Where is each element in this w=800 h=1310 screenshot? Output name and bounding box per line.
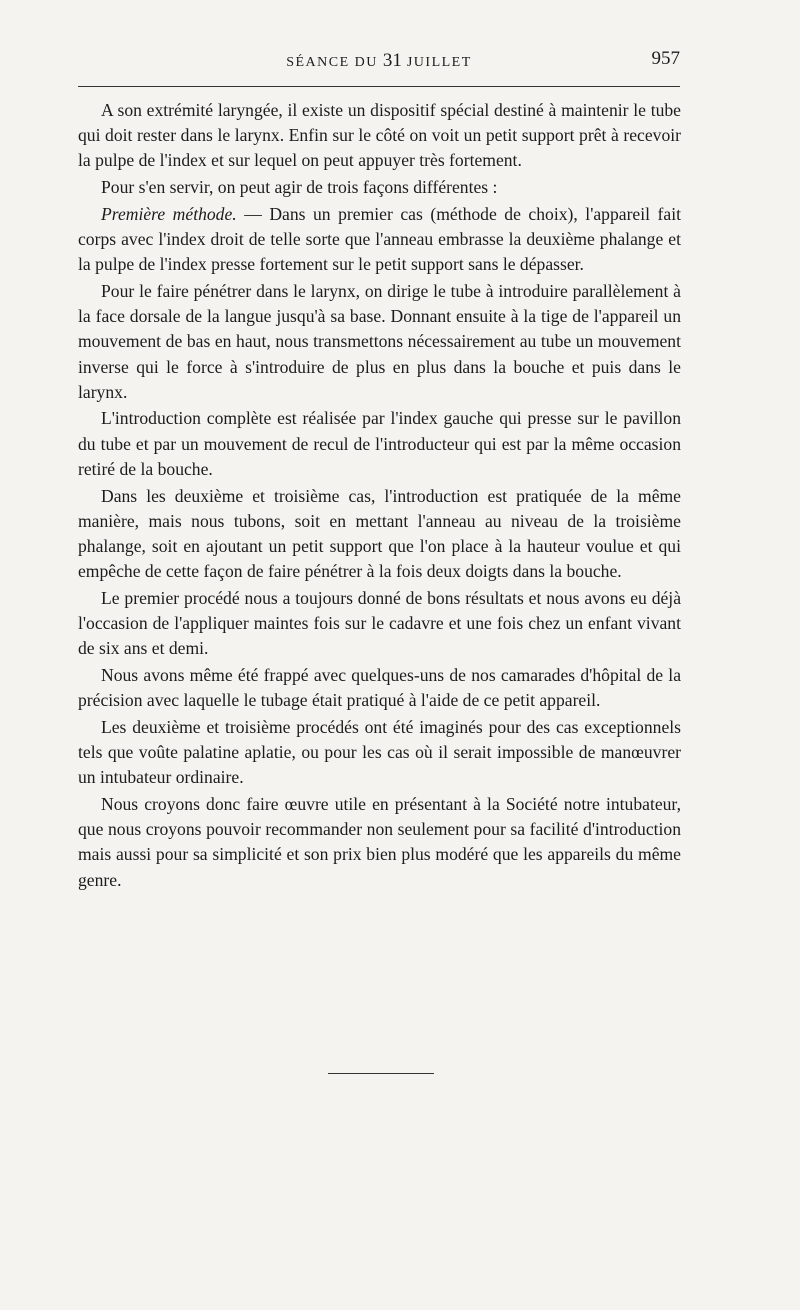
paragraph: Nous croyons donc faire œuvre utile en présentant à la Société notre intubateur, que nous croyons pouvoir recommander non seulement pour sa facilité d'introduction mais aussi pour sa simplicité et son prix bien plus modéré que les appareils du même genre.: [78, 793, 681, 890]
paragraph: [78, 202, 681, 278]
body-text: [78, 98, 681, 894]
paragraph: L'introduction complète est réalisée par l'index gauche qui presse sur le pavillon du tube et par un mouvement de recul de l'introducteur qui est par la même occasion retiré de la bouche.: [78, 408, 681, 479]
header-divider: [78, 86, 680, 87]
paragraph: Dans les deuxième et troisième cas, l'introduction est pratiquée de la même manière, mais nous tubons, soit en mettant l'anneau au niveau de la troisième phalange, soit en ajoutant un petit support que l'on place à la hauteur voulue et qui empêche de cette façon de faire pénétrer à la fois deux doigts dans la bouche.: [78, 485, 681, 582]
paragraph: Pour s'en servir, on peut agir de trois façons différentes :: [101, 177, 498, 198]
end-divider: [328, 1073, 434, 1074]
paragraph: Les deuxième et troisième procédés ont été imaginés pour des cas exceptionnels tels que voûte palatine aplatie, ou pour les cas où il serait impossible de manœuvrer un intubateur ordinaire.: [78, 716, 681, 788]
title-suffix: JUILLET: [406, 55, 472, 70]
paragraph-text: — Dans un premier cas (méthode de choix), l'appareil fait corps avec l'index droit de telle sorte que l'anneau embrasse la deuxième phalange et la pulpe de l'index presse fortement sur le petit support sans le dépasser.: [78, 203, 681, 275]
running-title: [78, 50, 680, 72]
paragraph: A son extrémité laryngée, il existe un dispositif spécial destiné à maintenir le tube qui doit rester dans le larynx. Enfin sur le côté on voit un petit support prêt à recevoir la pulpe de l'index et sur lequel on peut appuyer très fortement.: [78, 100, 681, 171]
title-prefix: SÉANCE DU: [286, 55, 378, 70]
title-day: 31: [382, 50, 402, 71]
page-number: 957: [651, 48, 680, 69]
method-heading: Première méthode.: [101, 203, 237, 224]
paragraph: Pour le faire pénétrer dans le larynx, on dirige le tube à introduire parallèlement à la face dorsale de la langue jusqu'à sa base. Donnant ensuite à la tige de l'appareil un mouvement de bas en haut, nous transmettons nécessairement au tube un mouvement inverse qui le force à s'introduire de plus en plus dans la bouche et puis dans le larynx.: [78, 280, 681, 402]
paragraph: Le premier procédé nous a toujours donné de bons résultats et nous avons eu déjà l'occasion de l'appliquer maintes fois sur le cadavre et une fois chez un enfant vivant de six ans et demi.: [78, 587, 681, 659]
running-header: [78, 50, 680, 76]
paragraph: Nous avons même été frappé avec quelques-uns de nos camarades d'hôpital de la précision avec laquelle le tubage était pratiqué à l'aide de ce petit appareil.: [78, 664, 681, 711]
